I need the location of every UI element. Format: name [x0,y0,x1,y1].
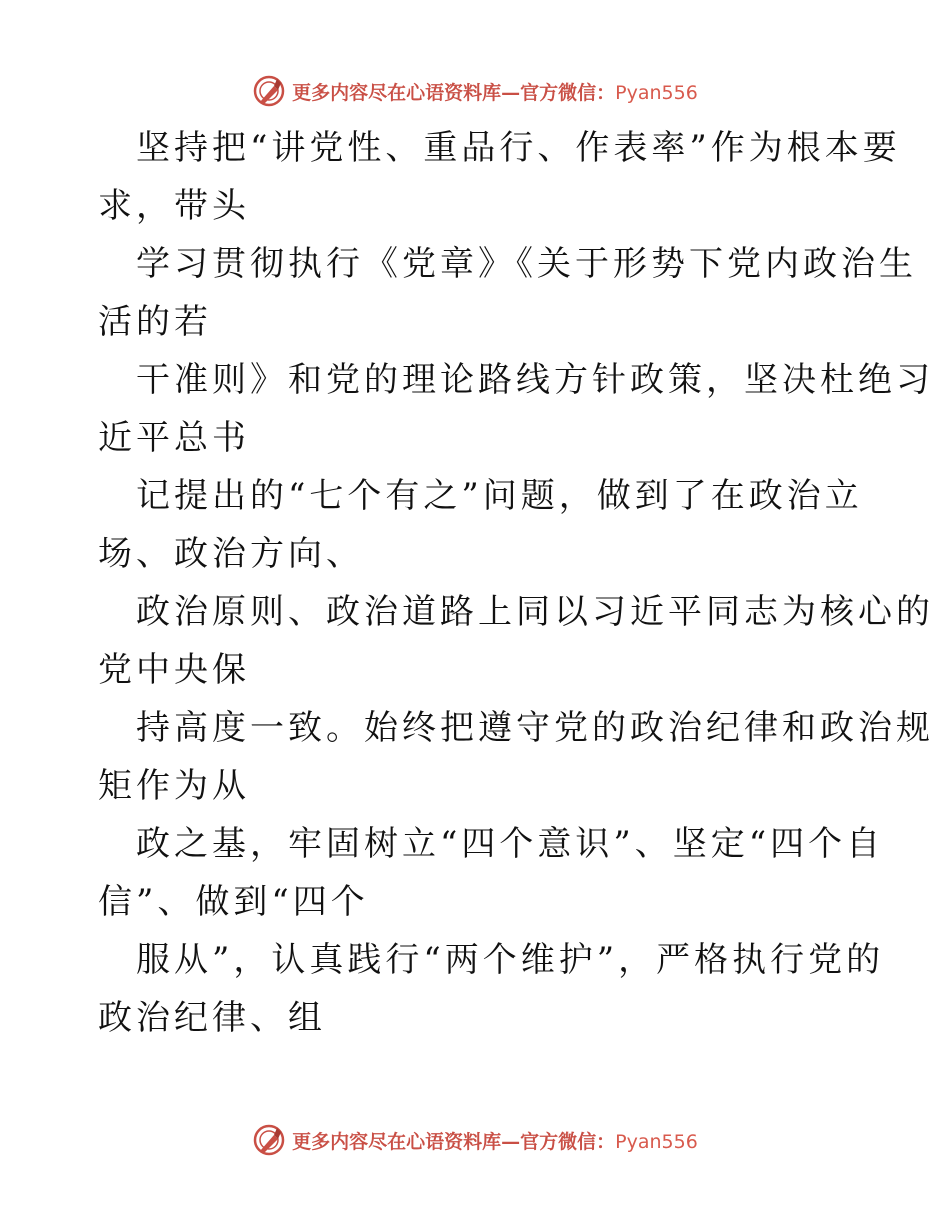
watermark-handle: Pyan556 [615,81,698,104]
body-line: 矩作为从 [98,766,250,806]
body-line: 记提出的“七个有之”问题，做到了在政治立 [136,476,863,516]
body-line: 服从”，认真践行“两个维护”，严格执行党的 [136,940,885,980]
watermark-label: 更多内容尽在心语资料库—官方微信： [292,81,616,104]
pen-seal-icon [252,74,286,108]
body-line: 持高度一致。始终把遵守党的政治纪律和政治规 [136,708,934,748]
body-line: 学习贯彻执行《党章》《关于形势下党内政治生 [136,244,917,284]
body-line: 政之基，牢固树立“四个意识”、坚定“四个自 [136,824,885,864]
watermark-group [252,1123,698,1157]
footer-watermark-banner [0,1120,950,1160]
watermark-group [252,74,698,108]
header-watermark-banner [0,71,950,111]
body-line: 政治纪律、组 [98,998,326,1038]
body-line: 求，带头 [98,186,250,226]
body-line: 场、政治方向、 [98,534,364,574]
body-line: 政治原则、政治道路上同以习近平同志为核心的 [136,592,934,632]
pen-seal-icon [252,1123,286,1157]
watermark-text [292,1127,698,1154]
body-line: 党中央保 [98,650,250,690]
watermark-label: 更多内容尽在心语资料库—官方微信： [292,1130,616,1153]
body-line: 坚持把“讲党性、重品行、作表率”作为根本要 [136,128,901,168]
watermark-text [292,78,698,105]
body-line: 信”、做到“四个 [98,882,369,922]
watermark-handle: Pyan556 [615,1130,698,1153]
body-line: 干准则》和党的理论路线方针政策，坚决杜绝习 [136,360,934,400]
body-line: 近平总书 [98,418,250,458]
document-body [98,119,934,1047]
body-line: 活的若 [98,302,212,342]
